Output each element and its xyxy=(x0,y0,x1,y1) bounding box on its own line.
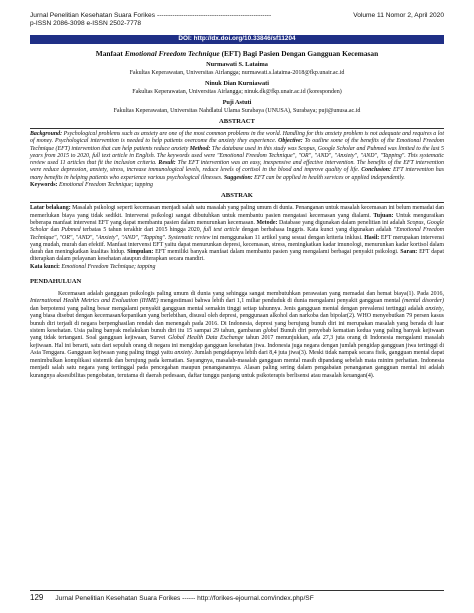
abstract-heading: ABSTRACT xyxy=(219,118,255,125)
abstrak-heading: ABSTRAK xyxy=(221,192,253,200)
journal-header xyxy=(30,12,444,28)
keywords-indonesian: Kata kunci: Emotional Freedom Technique; tapping xyxy=(30,263,156,270)
author-name: Puji Astuti xyxy=(222,99,252,106)
author-name: Ninuk Dian Kurniawati xyxy=(204,80,270,87)
footer-text[interactable]: Jurnal Penelitian Kesehatan Suara Forikes ------ http://forikes-ejournal.com/index.php/SF xyxy=(55,595,314,602)
divider xyxy=(30,128,444,129)
divider xyxy=(30,202,444,203)
journal-issn: p-ISSN 2086-3098 e-ISSN 2502-7778 xyxy=(30,20,142,27)
paper-title: Manfaat Emotional Freedom Technique (EFT) Bagi Pasien Dengan Gangguan Kecemasan xyxy=(95,49,379,58)
journal-name: Jurnal Penelitian Kesehatan Suara Forikes xyxy=(30,12,155,19)
author-affiliation: Fakultas Keperawatan, Universitas Nahdlatul Ulama Surabaya (UNUSA), Surabaya; puji@unusa.ac.id xyxy=(113,108,361,114)
journal-volume: Volume 11 Nomor 2, April 2020 xyxy=(353,12,444,19)
author-block xyxy=(30,61,444,115)
keywords-english: Keywords: Emotional Freedom Technique; tapping xyxy=(30,182,153,189)
section-heading: PENDAHULUAN xyxy=(30,278,82,286)
page-number: 129 xyxy=(30,593,44,602)
author-affiliation: Fakultas Keperawatan, Universitas Airlangga; nurmawati.s.lataima-2018@fkp.unair.ac.id xyxy=(129,70,345,76)
abstract-english: Background: Psychological problems such as anxiety are one of the most common problems in the world. Handling for this anxiety problem is not adequate and requires a lot of money. Psychological intervention is needed to help patients overcome the anxiety they experience. Objective: To outline some of the benefits of the Emotional Freedom Technique (EFT) intervention that can help patients reduce anxiety Method: The database used in this study was Scopus, Google Scholar and Pubmed was limited to the last 5 years from 2015 to 2020, full text article in English. The keywords used were "Emotional Freedom Technique", "OR", "AND", "Anxiety", "AND", "Tapping". This systematic review used 11 articles that fit the inclusion criteria. Result: The EFT intervention was an easy, inexpensive and effective intervention. The benefits of the EFT intervention were reduce depression, anxiety, stress, increase immunological levels, reduce levels of cortisol in the blood and improve quality of life. Conclusion: EFT intervention has many benefits in helping patients who experience various psychological illnesses. Suggestion: EFT can be applied in health services or applied independently. xyxy=(30,131,444,181)
abstract-indonesian: Latar belakang: Masalah psikologi seperti kecemasan menjadi salah satu masalah yang paling umum di dunia. Penanganan untuk masalah kecemasan ini belum memadai dan memerlukan biaya yang tidak sedikit. Intervensi psikologi sangat dibutuhkan untuk membantu pasien mengatasi kecemasan yang dialami. Tujuan: Untuk menguraikan beberapa manfaat intervensi EFT yang dapat membantu pasien dalam menurunkan kecemasan. Metode: Database yang digunakan dalam penelitian ini adalah Scopus, Google Scholar dan Pubmed terbatas 5 tahun terakhir dari 2015 hingga 2020, full text article dengan berbahasa Inggris. Kata kunci yang digunakan adalah "Emotional Freedom Technique", "OR", "AND", "Anxiety", "AND", "Tapping". Systematic review ini menggunakan 11 artikel yang sesuai dengan kriteria inklusi. Hasil: EFT merupakan intervensi yang mudah, murah dan efektif. Manfaat intervensi EFT yaitu dapat menurunkan depresi, kecemasan, stress, meningkatkan kadar imunologi, menurunkan kadar kortisol dalam darah dan meningkatkan kualitas hidup. Simpulan: EFT memiliki banyak manfaat dalam membantu pasien yang mengalami berbagai penyakit psikologi. Saran: EFT dapat diterapkan dalam pelayanan kesehatan ataupun diterapkan secara mandiri. xyxy=(30,205,444,263)
doi-bar[interactable]: DOI: http://dx.doi.org/10.33846/sf11204 xyxy=(30,35,444,44)
header-dashes: ---------------------------------------------------- xyxy=(157,12,272,19)
author-name: Nurmawati S. Lataima xyxy=(206,61,268,68)
page-footer xyxy=(30,590,444,602)
author-affiliation: Fakultas Keperawatan, Universitas Airlangga; ninuk.dk@fkp.unair.ac.id (koresponden) xyxy=(132,89,342,95)
intro-paragraph: Kecemasan adalah gangguan psikologis paling umum di dunia yang sehingga sangat membutuhkan perawatan yang memadai dan hemat biaya(1). Pada 2016, International Health Metrics and Evaluation (IHME) mengestimasi bahwa lebih dari 1,1 miliar penduduk di dunia mengalami penyakit gangguan mental (mental disorder) dan berpotensi yang paling besar mengalami penyakit gangguan mental semakin tinggi setiap tahunnya. Jenis gangguan mental dengan prevalensi tertinggi adalah anxiety, yang biasa disebut dengan kecemasan/kepanikan yang berlebihan, disusul oleh depresi, penggunaan alkohol dan narkoba dan bipolar(2). WHO menyebutkan 79 persen kasus bunuh diri terjadi di negara berpenghasilan rendah dan menengah pada 2016. Di Indonesia, depresi yang berujung bunuh diri ini merupakan masalah yang berada di luar sistem kesehatan. Usia paling banyak melakukan bunuh diri itu 15 sampai 29 tahun, gambaran global Bunuh diri penyebab kematian kedua yang paling banyak kejiwaan yang tidak tertangani. Soal gangguan kejiwaan, Survei Global Health Data Exchange tahun 2017 menunjukkan, ada 27,3 juta orang di Indonesia mengalami masalah kejiwaan. Hal ini berarti, satu dari sepuluh orang di negara ini mengidap gangguan kesehatan jiwa. Indonesia juga negara dengan jumlah pengidap gangguan jiwa tertinggi di Asia Tenggara. Gangguan kejiwaan yang paling tinggi yaitu anxiety. Jumlah pengidapnya lebih dari 8,4 juta jiwa(3). Meski tidak nampak secara fisik, gangguan mental dapat menimbulkan komplikasi sistemik dan berujung pada kematian. Sayangnya, masalah-masalah gangguan mental masih dipandang sebelah mata minim perhatian. Indonesia menjadi salah satu negara yang tertinggal pada pencegahan maupun penanganannya. Alasan paling sering dalam pengabaian penanganan gangguan mental ini adalah kurangnya aksesibilitas pengobatan, terutama di daerah pedesaan, daftar tunggu panjang untuk psikoterapis berlisensi atau masalah keuangan(4). xyxy=(30,291,444,379)
